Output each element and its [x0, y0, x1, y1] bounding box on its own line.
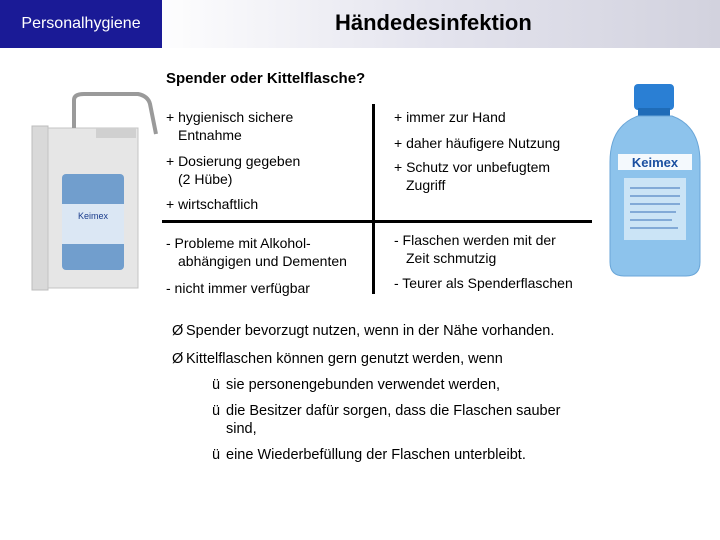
bottle-pro-1: + immer zur Hand [394, 109, 506, 125]
dispenser-brand-label: Keimex [77, 211, 109, 221]
arrow-bullet-icon: Ø [172, 351, 184, 367]
subtitle: Spender oder Kittelflasche? [166, 70, 366, 87]
arrow-bullet-icon: Ø [172, 323, 184, 339]
bottle-brand-label: Keimex [631, 155, 679, 170]
slide-title: Händedesinfektion [335, 10, 532, 35]
check-bullet-icon: ü [212, 447, 221, 463]
table-vertical-divider [372, 104, 375, 294]
conclusion-point-1: Ø Spender bevorzugt nutzen, wenn in der Nähe vorhanden. [172, 323, 555, 339]
conclusion-point-2: Ø Kittelflaschen können gern genutzt werden, wenn [172, 351, 503, 367]
table-horizontal-divider [162, 220, 592, 223]
dispenser-pro-3: + wirtschaftlich [166, 196, 259, 212]
check-bullet-icon: ü [212, 377, 221, 393]
bottle-con-1: - Flaschen werden mit der Zeit schmutzig [394, 232, 556, 266]
check-bullet-icon: ü [212, 403, 221, 419]
dispenser-con-1: - Probleme mit Alkohol- abhängigen und Dementen [166, 235, 347, 269]
dispenser-pro-2: + Dosierung gegeben (2 Hübe) [166, 153, 301, 187]
conclusion-sub-1: ü sie personengebunden verwendet werden, [212, 377, 501, 393]
dispenser-con-2: - nicht immer verfügbar [166, 280, 310, 296]
bottle-pro-2: + daher häufigere Nutzung [394, 135, 561, 151]
bottle-pro-3: + Schutz vor unbefugtem Zugriff [394, 159, 551, 193]
conclusion-sub-2: ü die Besitzer dafür sorgen, dass die Flaschen sauber sind, [212, 403, 561, 437]
section-tag: Personalhygiene [0, 0, 162, 48]
bottle-image [600, 82, 710, 280]
bottle-con-2: - Teurer als Spenderflaschen [394, 275, 573, 291]
conclusion-sub-3: ü eine Wiederbefüllung der Flaschen unterbleibt. [212, 447, 526, 463]
dispenser-pro-1: + hygienisch sichere Entnahme [166, 109, 294, 143]
dispenser-image [28, 92, 162, 292]
